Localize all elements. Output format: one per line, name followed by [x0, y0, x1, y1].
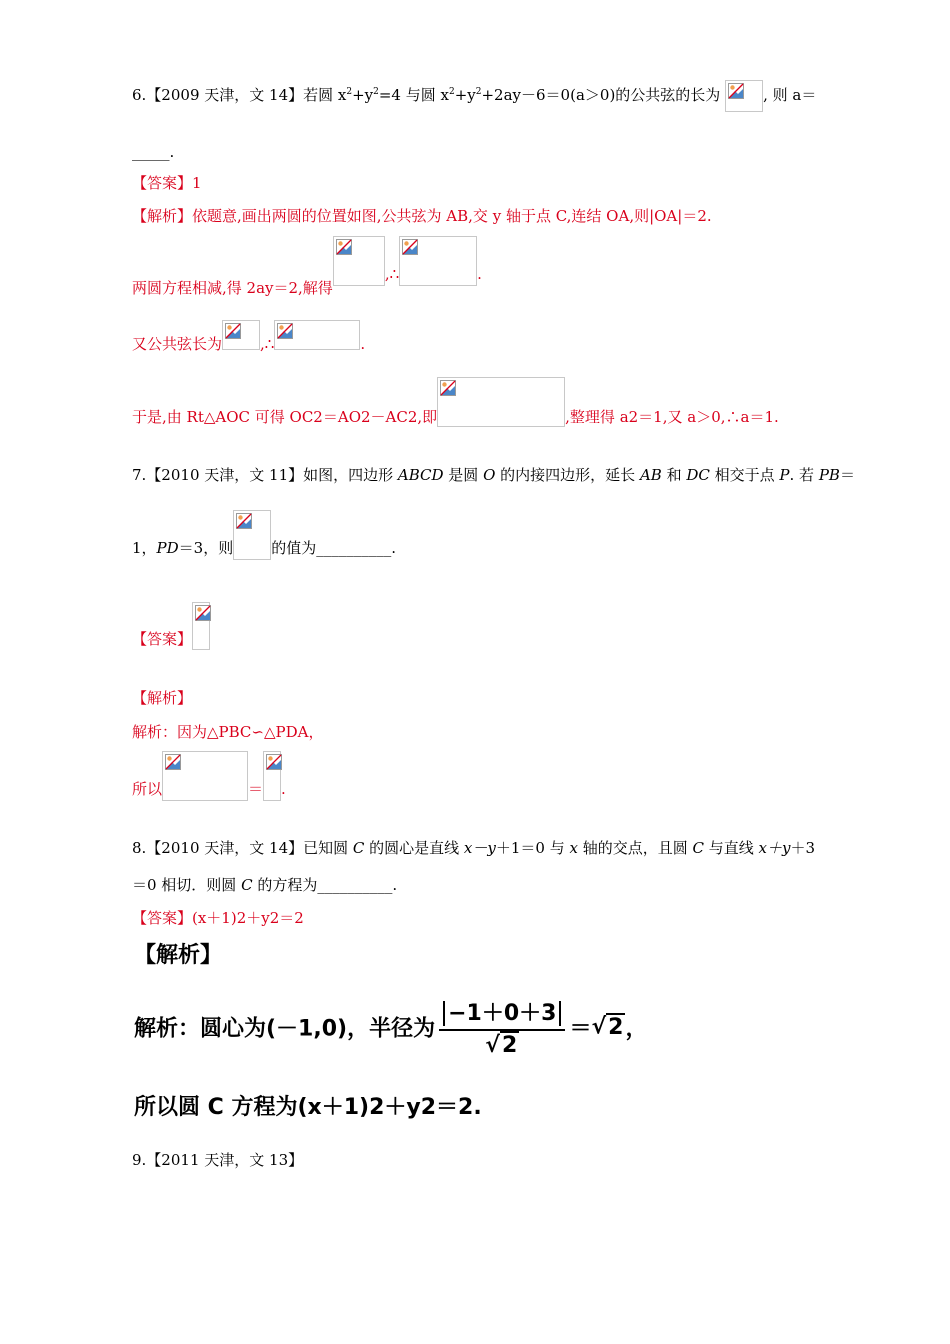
formula-image — [192, 602, 210, 650]
q6-analysis: 【解析】依题意,画出两圆的位置如图,公共弦为 AB,交 y 轴于点 C,连结 OA,则|OA|＝2. — [132, 207, 712, 225]
broken-image-icon — [440, 380, 456, 396]
broken-image-icon — [402, 239, 418, 255]
q6-analysis-step2: 又公共弦长为 ,∴ . — [132, 320, 365, 350]
q7-stem-line2: 1，PD＝3，则 的值为__________. — [132, 510, 396, 560]
q7-analysis-step: 所以 ＝ . — [132, 751, 286, 801]
q6-analysis-step1: 两圆方程相减,得 2ay＝2,解得 ,∴ . — [132, 236, 482, 286]
q9-stem: 9.【2011 天津，文 13】 — [132, 1151, 304, 1169]
q7-stem: 7.【2010 天津，文 11】如图，四边形 ABCD 是圆 O 的内接四边形，延长 AB 和 DC 相交于点 P. 若 PB＝ — [132, 466, 855, 484]
formula-image — [274, 320, 360, 350]
q8-stem: 8.【2010 天津，文 14】已知圆 C 的圆心是直线 x－y＋1＝0 与 x 轴的交点，且圆 C 与直线 x＋y＋3 — [132, 839, 816, 857]
q6-analysis-step3: 于是,由 Rt△AOC 可得 OC2＝AO2－AC2,即 ,整理得 a2＝1,又 a＞0,∴a＝1. — [132, 377, 779, 427]
broken-image-icon — [266, 754, 282, 770]
formula-image — [222, 320, 260, 350]
formula-image — [437, 377, 565, 427]
broken-image-icon — [195, 605, 211, 621]
q6-answer: 【答案】1 — [132, 174, 202, 192]
broken-image-icon — [236, 513, 252, 529]
radius-fraction: $\frac{-1+0+3}{√2}$ — [439, 996, 565, 1058]
broken-image-icon — [277, 323, 293, 339]
formula-image — [162, 751, 248, 801]
formula-image — [333, 236, 385, 286]
broken-image-icon — [165, 754, 181, 770]
q8-analysis-formula: 解析：圆心为(－1,0)，半径为 $\frac{-1+0+3}{√2}$ ＝√2， — [134, 996, 647, 1058]
broken-image-icon — [728, 83, 744, 99]
formula-image — [725, 80, 763, 112]
q8-answer: 【答案】(x＋1)2＋y2＝2 — [132, 909, 304, 927]
q7-answer: 【答案】 — [132, 602, 210, 650]
formula-image — [399, 236, 477, 286]
broken-image-icon — [225, 323, 241, 339]
formula-image — [233, 510, 271, 560]
broken-image-icon — [336, 239, 352, 255]
formula-image — [263, 751, 281, 801]
q8-analysis-conclusion: 所以圆 C 方程为(x＋1)2＋y2＝2. — [134, 1095, 482, 1120]
q8-analysis-head: 【解析】 — [134, 943, 223, 968]
q8-stem-line2: ＝0 相切．则圆 C 的方程为__________. — [132, 876, 398, 894]
q7-analysis-head: 【解析】 — [132, 689, 193, 707]
q7-analysis: 解析：因为△PBC∽△PDA， — [132, 723, 324, 741]
q6-blank-line: _____. — [132, 143, 175, 161]
q6-stem: 6.【2009 天津，文 14】若圆 $x^2+y^2=4$ 与圆 $x^2+y^2+2ay-6=0(a>0)$的公共弦的长为 , 则 a＝ — [132, 80, 816, 112]
